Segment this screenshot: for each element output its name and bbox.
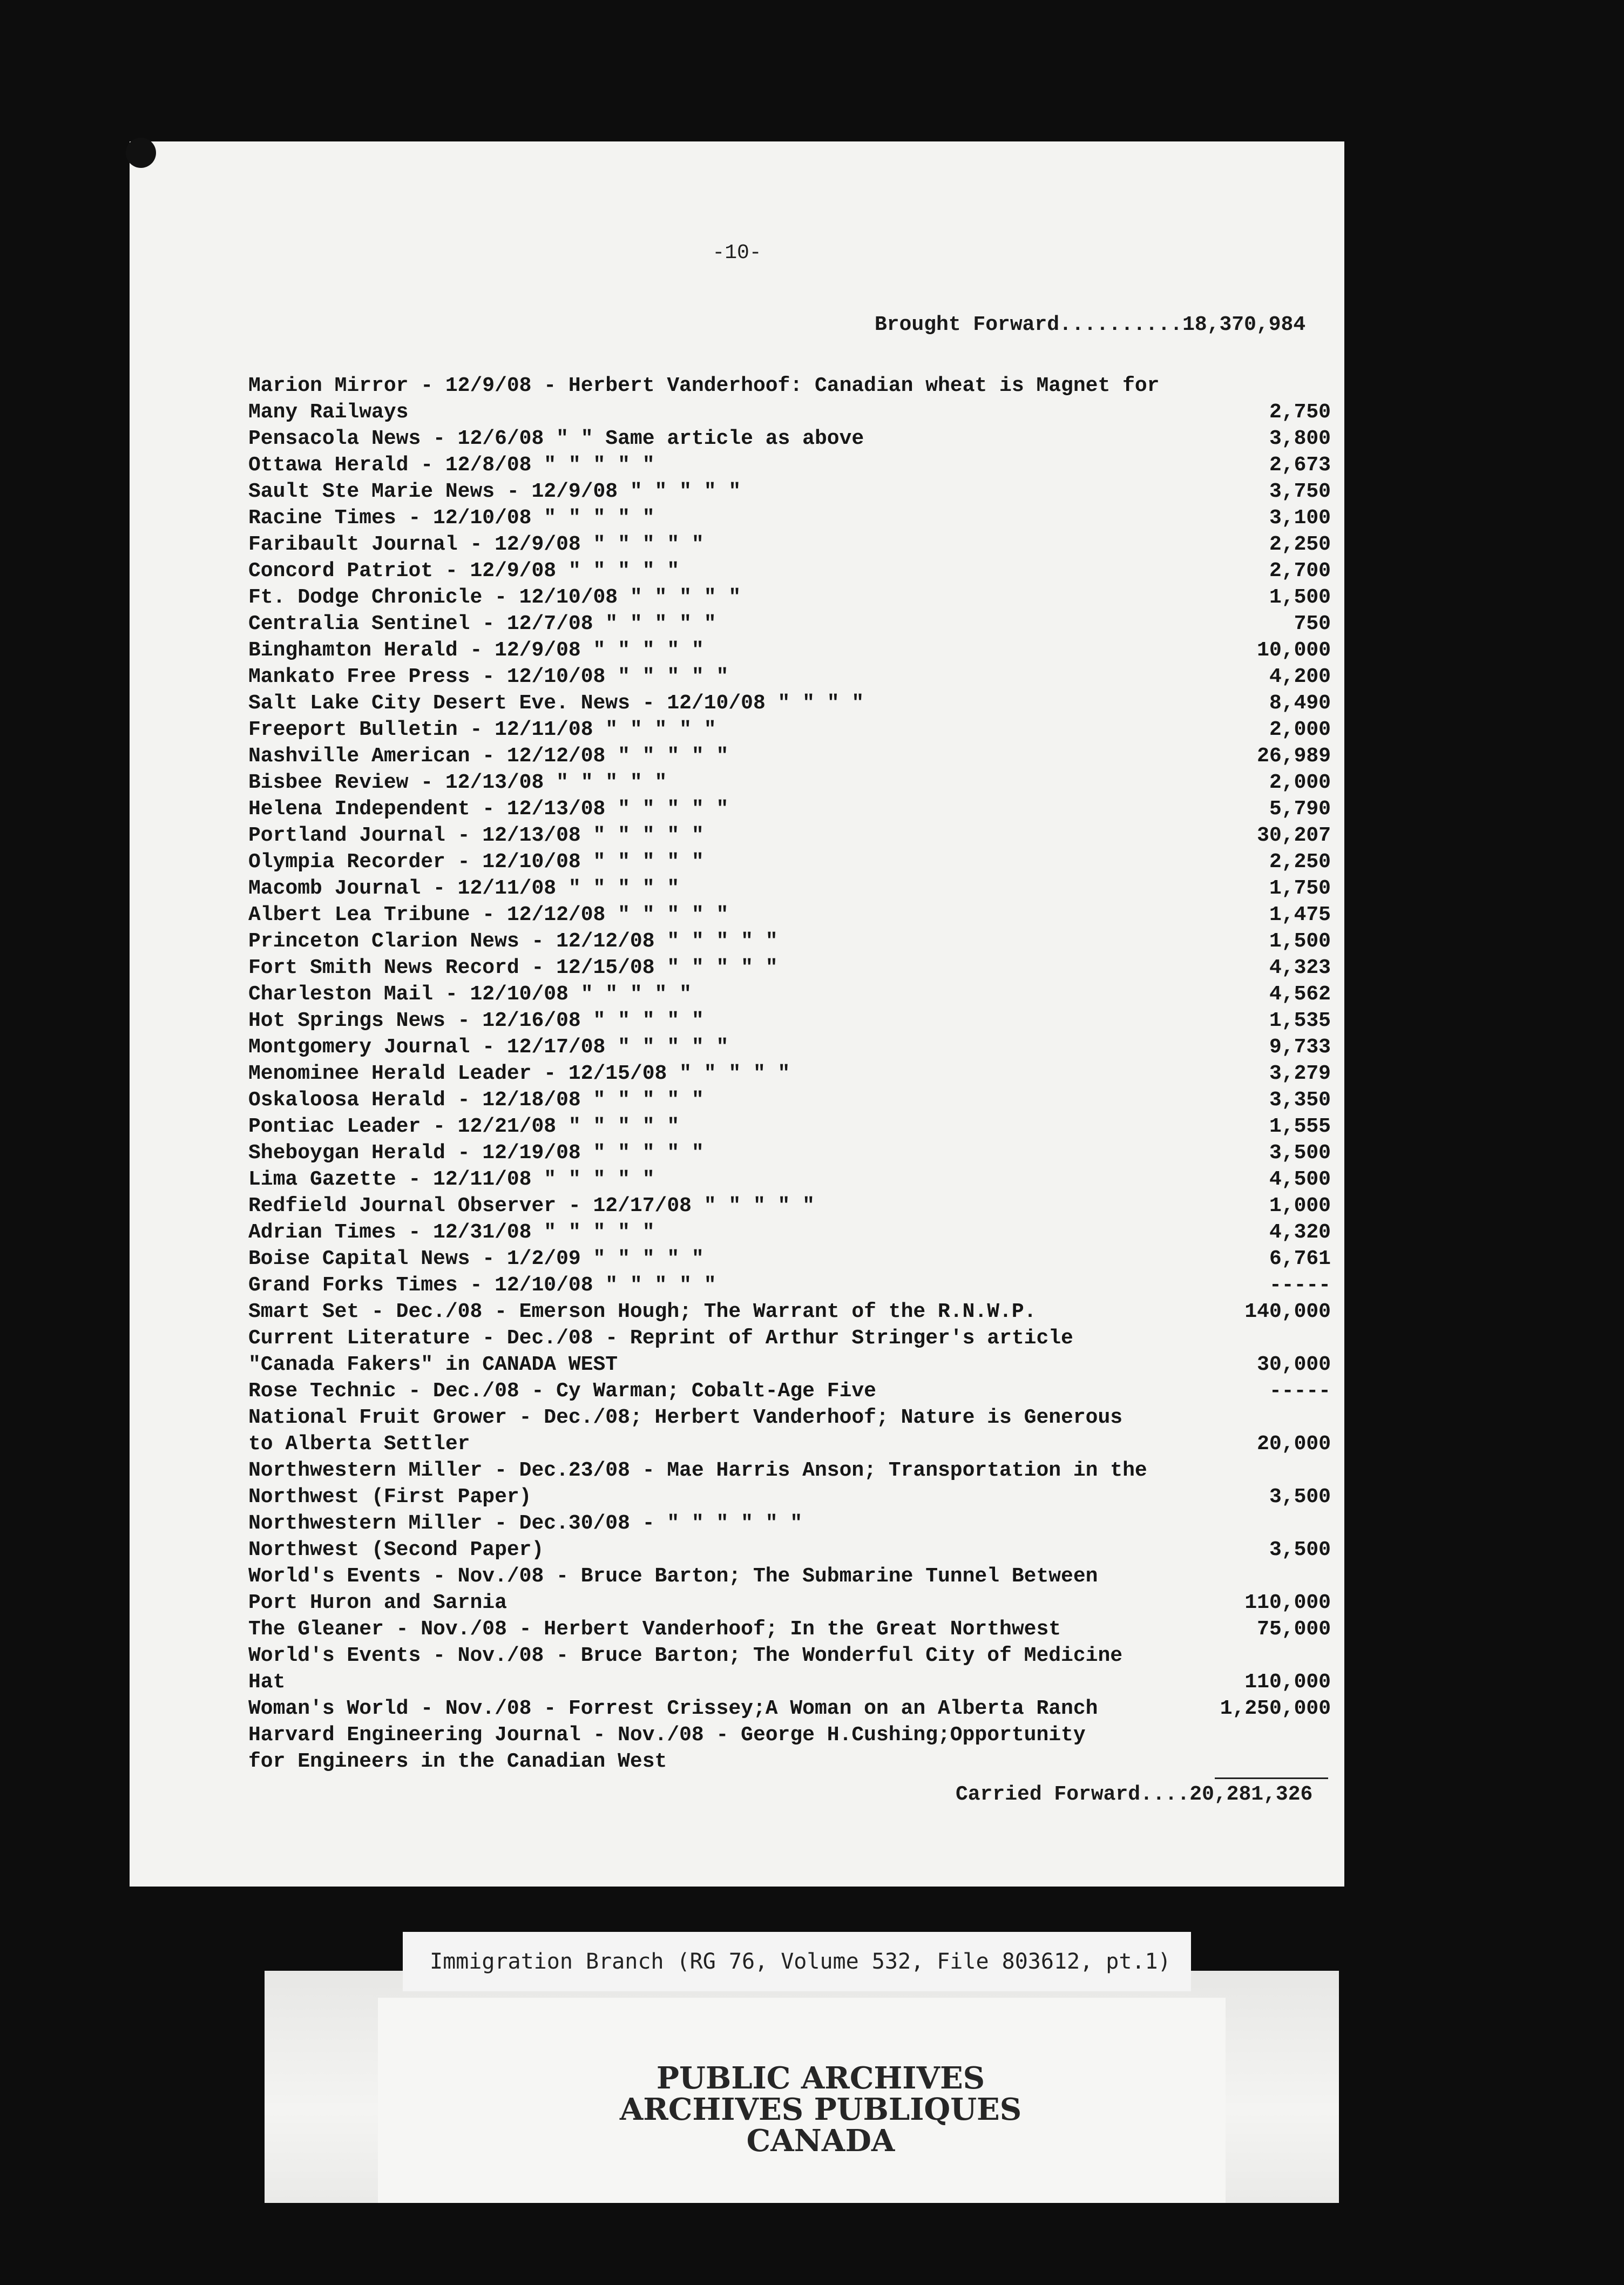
entry-amount: 1,000 <box>1269 1194 1331 1218</box>
entry-text: Charleston Mail - 12/10/08 " " " " " <box>248 983 692 1006</box>
entry-amount: ----- <box>1269 1380 1331 1403</box>
entry-text: Racine Times - 12/10/08 " " " " " <box>248 506 655 530</box>
entry-amount: 2,000 <box>1269 771 1331 794</box>
entry-text: Hat <box>248 1671 286 1694</box>
entry-amount: 4,562 <box>1269 983 1331 1006</box>
entry-text: Northwest (Second Paper) <box>248 1538 544 1561</box>
entry-amount: 3,750 <box>1269 480 1331 503</box>
entry-amount: 30,000 <box>1257 1353 1331 1376</box>
entry-text: Northwestern Miller - Dec.23/08 - Mae Harris Anson; Transportation in the <box>248 1459 1147 1482</box>
brought-forward: Brought Forward..........18,370,984 <box>875 313 1306 336</box>
entry-text: Portland Journal - 12/13/08 " " " " " <box>248 824 704 847</box>
entry-text: Lima Gazette - 12/11/08 " " " " " <box>248 1168 655 1191</box>
entry-amount: 1,250,000 <box>1220 1697 1331 1720</box>
entry-text: Northwestern Miller - Dec.30/08 - " " " " " " <box>248 1512 803 1535</box>
entry-amount: 9,733 <box>1269 1036 1331 1059</box>
entry-amount: 4,323 <box>1269 956 1331 979</box>
entry-amount: 2,250 <box>1269 533 1331 556</box>
entry-amount: 1,750 <box>1269 877 1331 900</box>
entry-text: Many Railways <box>248 401 409 424</box>
entry-text: Woman's World - Nov./08 - Forrest Crissey;A Woman on an Alberta Ranch <box>248 1697 1098 1720</box>
entry-text: Adrian Times - 12/31/08 " " " " " <box>248 1221 655 1244</box>
entry-text: Ft. Dodge Chronicle - 12/10/08 " " " " " <box>248 586 741 609</box>
entry-text: for Engineers in the Canadian West <box>248 1750 667 1773</box>
punch-hole <box>126 138 156 168</box>
entry-amount: 3,500 <box>1269 1485 1331 1509</box>
entry-amount: 4,500 <box>1269 1168 1331 1191</box>
entry-text: Northwest (First Paper) <box>248 1485 532 1509</box>
entry-text: Centralia Sentinel - 12/7/08 " " " " " <box>248 612 716 636</box>
entry-text: Freeport Bulletin - 12/11/08 " " " " " <box>248 718 716 741</box>
entry-amount: 1,535 <box>1269 1009 1331 1032</box>
entry-text: Macomb Journal - 12/11/08 " " " " " <box>248 877 680 900</box>
entry-text: World's Events - Nov./08 - Bruce Barton; The Wonderful City of Medicine <box>248 1644 1123 1667</box>
entry-amount: 5,790 <box>1269 797 1331 821</box>
entry-text: Boise Capital News - 1/2/09 " " " " " <box>248 1247 704 1270</box>
entry-text: Concord Patriot - 12/9/08 " " " " " <box>248 559 680 583</box>
entry-text: Faribault Journal - 12/9/08 " " " " " <box>248 533 704 556</box>
entry-text: Grand Forks Times - 12/10/08 " " " " " <box>248 1274 716 1297</box>
entry-text: Princeton Clarion News - 12/12/08 " " " " " <box>248 930 778 953</box>
entry-text: Binghamton Herald - 12/9/08 " " " " " <box>248 639 704 662</box>
entry-text: Ottawa Herald - 12/8/08 " " " " " <box>248 454 655 477</box>
carried-forward: Carried Forward....20,281,326 <box>956 1783 1313 1806</box>
entry-amount: 2,700 <box>1269 559 1331 583</box>
entry-text: Current Literature - Dec./08 - Reprint of Arthur Stringer's article <box>248 1327 1073 1350</box>
entry-amount: ----- <box>1269 1274 1331 1297</box>
entry-text: "Canada Fakers" in CANADA WEST <box>248 1353 618 1376</box>
entry-amount: 2,750 <box>1269 401 1331 424</box>
entry-amount: 3,100 <box>1269 506 1331 530</box>
entry-amount: 10,000 <box>1257 639 1331 662</box>
entry-amount: 6,761 <box>1269 1247 1331 1270</box>
entry-text: Pensacola News - 12/6/08 " " Same article as above <box>248 427 864 450</box>
entry-text: Bisbee Review - 12/13/08 " " " " " <box>248 771 667 794</box>
entry-amount: 1,475 <box>1269 903 1331 927</box>
entry-amount: 2,673 <box>1269 454 1331 477</box>
entry-text: Oskaloosa Herald - 12/18/08 " " " " " <box>248 1089 704 1112</box>
entry-amount: 3,500 <box>1269 1141 1331 1165</box>
entry-text: Port Huron and Sarnia <box>248 1591 507 1614</box>
entry-text: Harvard Engineering Journal - Nov./08 - George H.Cushing;Opportunity <box>248 1723 1086 1747</box>
entry-amount: 3,350 <box>1269 1089 1331 1112</box>
entry-text: Menominee Herald Leader - 12/15/08 " " " " " <box>248 1062 790 1085</box>
entry-amount: 1,555 <box>1269 1115 1331 1138</box>
entry-amount: 26,989 <box>1257 745 1331 768</box>
entry-text: National Fruit Grower - Dec./08; Herbert Vanderhoof; Nature is Generous <box>248 1406 1123 1429</box>
entry-amount: 30,207 <box>1257 824 1331 847</box>
entry-amount: 3,279 <box>1269 1062 1331 1085</box>
entry-text: Pontiac Leader - 12/21/08 " " " " " <box>248 1115 680 1138</box>
entry-text: to Alberta Settler <box>248 1432 470 1456</box>
entry-amount: 110,000 <box>1244 1591 1331 1614</box>
entry-text: Mankato Free Press - 12/10/08 " " " " " <box>248 665 729 688</box>
entry-amount: 140,000 <box>1244 1300 1331 1323</box>
entry-text: Marion Mirror - 12/9/08 - Herbert Vanderhoof: Canadian wheat is Magnet for <box>248 374 1160 397</box>
entry-text: Redfield Journal Observer - 12/17/08 " " " " " <box>248 1194 815 1218</box>
entry-amount: 2,000 <box>1269 718 1331 741</box>
entry-text: The Gleaner - Nov./08 - Herbert Vanderhoof; In the Great Northwest <box>248 1618 1061 1641</box>
archive-stamp <box>605 2060 1037 2159</box>
document-page <box>130 141 1344 1887</box>
stamp-line-2: ARCHIVES PUBLIQUES <box>619 2092 1022 2127</box>
entry-amount: 8,490 <box>1269 692 1331 715</box>
entry-amount: 1,500 <box>1269 930 1331 953</box>
entry-text: Salt Lake City Desert Eve. News - 12/10/08 " " " " <box>248 692 864 715</box>
entry-amount: 3,500 <box>1269 1538 1331 1561</box>
archive-label: Immigration Branch (RG 76, Volume 532, File 803612, pt.1) <box>403 1932 1191 1991</box>
total-rule <box>1215 1777 1328 1779</box>
entry-text: Rose Technic - Dec./08 - Cy Warman; Cobalt-Age Five <box>248 1380 876 1403</box>
entry-amount: 4,320 <box>1269 1221 1331 1244</box>
entry-text: Fort Smith News Record - 12/15/08 " " " " " <box>248 956 778 979</box>
entry-text: Sault Ste Marie News - 12/9/08 " " " " " <box>248 480 741 503</box>
entry-text: Olympia Recorder - 12/10/08 " " " " " <box>248 850 704 874</box>
page-number: -10- <box>712 241 762 265</box>
entry-text: Smart Set - Dec./08 - Emerson Hough; The Warrant of the R.N.W.P. <box>248 1300 1037 1323</box>
entry-text: Helena Independent - 12/13/08 " " " " " <box>248 797 729 821</box>
entry-text: Montgomery Journal - 12/17/08 " " " " " <box>248 1036 729 1059</box>
entry-amount: 4,200 <box>1269 665 1331 688</box>
entry-amount: 750 <box>1294 612 1331 636</box>
entry-text: Albert Lea Tribune - 12/12/08 " " " " " <box>248 903 729 927</box>
entry-text: World's Events - Nov./08 - Bruce Barton; The Submarine Tunnel Between <box>248 1565 1098 1588</box>
entry-text: Sheboygan Herald - 12/19/08 " " " " " <box>248 1141 704 1165</box>
stamp-line-1: PUBLIC ARCHIVES <box>656 2060 985 2096</box>
entry-amount: 75,000 <box>1257 1618 1331 1641</box>
entry-amount: 3,800 <box>1269 427 1331 450</box>
entry-amount: 110,000 <box>1244 1671 1331 1694</box>
entry-amount: 1,500 <box>1269 586 1331 609</box>
entry-text: Nashville American - 12/12/08 " " " " " <box>248 745 729 768</box>
stamp-line-3: CANADA <box>746 2123 895 2159</box>
entry-text: Hot Springs News - 12/16/08 " " " " " <box>248 1009 704 1032</box>
entry-amount: 2,250 <box>1269 850 1331 874</box>
entry-amount: 20,000 <box>1257 1432 1331 1456</box>
